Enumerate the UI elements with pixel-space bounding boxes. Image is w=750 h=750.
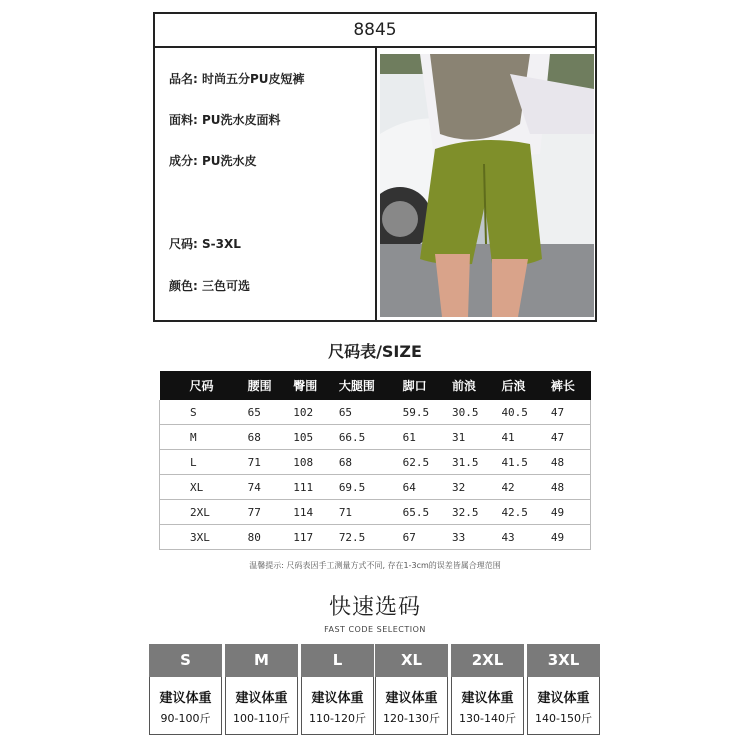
table-cell: 3XL <box>160 525 242 550</box>
weight-range: 110-120斤 <box>309 712 366 725</box>
header-hem: 脚口 <box>397 371 446 400</box>
size-table-title: 尺码表/SIZE <box>328 342 422 361</box>
suggested-weight-label: 建议体重 <box>159 691 212 706</box>
header-length: 裤长 <box>545 371 591 400</box>
table-cell: 105 <box>287 425 333 450</box>
table-cell: XL <box>160 475 242 500</box>
quick-size-label: 3XL <box>527 644 600 677</box>
table-cell: 68 <box>333 450 397 475</box>
quick-size-m <box>225 644 298 736</box>
table-cell: 31 <box>446 425 495 450</box>
quick-size-label: M <box>225 644 298 677</box>
spec-size: 尺码: S-3XL <box>169 237 241 251</box>
table-cell: 61 <box>397 425 446 450</box>
quick-size-xl <box>375 644 448 736</box>
measurement-note: 温馨提示: 尺码表因手工测量方式不同, 存在1-3cm的误差皆属合理范围 <box>249 561 501 570</box>
table-row <box>160 450 591 475</box>
header-front-rise: 前浪 <box>446 371 495 400</box>
table-cell: 111 <box>287 475 333 500</box>
spec-composition: 成分: PU洗水皮 <box>169 154 257 168</box>
spec-fabric: 面料: PU洗水皮面料 <box>169 113 281 127</box>
table-row <box>160 475 591 500</box>
header-thigh: 大腿围 <box>333 371 397 400</box>
table-cell: 67 <box>397 525 446 550</box>
spec-color: 颜色: 三色可选 <box>169 279 250 293</box>
quick-select-subtitle: FAST CODE SELECTION <box>324 625 426 634</box>
quick-size-body <box>527 677 600 735</box>
table-cell: 64 <box>397 475 446 500</box>
table-row <box>160 500 591 525</box>
table-cell: 31.5 <box>446 450 495 475</box>
table-cell: 47 <box>545 425 591 450</box>
quick-size-body <box>301 677 374 735</box>
table-cell: 69.5 <box>333 475 397 500</box>
table-cell: 32 <box>446 475 495 500</box>
table-cell: 33 <box>446 525 495 550</box>
quick-size-3xl <box>527 644 600 736</box>
divider <box>375 48 377 322</box>
suggested-weight-label: 建议体重 <box>311 691 364 706</box>
table-cell: L <box>160 450 242 475</box>
quick-size-label: XL <box>375 644 448 677</box>
header-waist: 腰围 <box>242 371 288 400</box>
table-cell: 65 <box>333 400 397 425</box>
table-cell: 43 <box>495 525 544 550</box>
table-cell: M <box>160 425 242 450</box>
table-cell: 59.5 <box>397 400 446 425</box>
table-cell: 40.5 <box>495 400 544 425</box>
table-cell: 102 <box>287 400 333 425</box>
weight-range: 90-100斤 <box>160 712 211 725</box>
table-cell: 32.5 <box>446 500 495 525</box>
table-cell: 77 <box>242 500 288 525</box>
product-info-box <box>153 12 597 322</box>
header-hip: 臀围 <box>287 371 333 400</box>
table-cell: 48 <box>545 475 591 500</box>
weight-range: 130-140斤 <box>459 712 516 725</box>
weight-range: 140-150斤 <box>535 712 592 725</box>
spec-name: 品名: 时尚五分PU皮短裤 <box>169 72 305 86</box>
quick-select-title: 快速选码 <box>328 595 421 620</box>
quick-size-body <box>375 677 448 735</box>
quick-size-label: L <box>301 644 374 677</box>
table-cell: 49 <box>545 525 591 550</box>
table-cell: 49 <box>545 500 591 525</box>
table-cell: 47 <box>545 400 591 425</box>
quick-select-grid <box>149 644 601 736</box>
table-cell: 74 <box>242 475 288 500</box>
quick-size-l <box>301 644 374 736</box>
table-row <box>160 525 591 550</box>
table-cell: 117 <box>287 525 333 550</box>
quick-size-body <box>225 677 298 735</box>
suggested-weight-label: 建议体重 <box>537 691 590 706</box>
table-cell: 114 <box>287 500 333 525</box>
quick-size-label: 2XL <box>451 644 524 677</box>
table-cell: 41.5 <box>495 450 544 475</box>
table-row <box>160 425 591 450</box>
table-cell: 42 <box>495 475 544 500</box>
table-row <box>160 400 591 425</box>
size-table <box>159 371 591 550</box>
header-size: 尺码 <box>160 371 242 400</box>
table-cell: 68 <box>242 425 288 450</box>
table-cell: 71 <box>242 450 288 475</box>
product-code: 8845 <box>155 14 595 48</box>
table-cell: 41 <box>495 425 544 450</box>
table-cell: 2XL <box>160 500 242 525</box>
quick-size-body <box>451 677 524 735</box>
quick-size-s <box>149 644 222 736</box>
product-photo <box>380 54 594 317</box>
weight-range: 100-110斤 <box>233 712 290 725</box>
header-back-rise: 后浪 <box>495 371 544 400</box>
table-cell: 65.5 <box>397 500 446 525</box>
table-cell: 65 <box>242 400 288 425</box>
suggested-weight-label: 建议体重 <box>235 691 288 706</box>
table-cell: 72.5 <box>333 525 397 550</box>
quick-size-label: S <box>149 644 222 677</box>
table-cell: 71 <box>333 500 397 525</box>
table-cell: 42.5 <box>495 500 544 525</box>
table-header-row <box>160 371 591 400</box>
table-cell: 48 <box>545 450 591 475</box>
quick-size-body <box>149 677 222 735</box>
suggested-weight-label: 建议体重 <box>385 691 438 706</box>
suggested-weight-label: 建议体重 <box>461 691 514 706</box>
weight-range: 120-130斤 <box>383 712 440 725</box>
table-cell: S <box>160 400 242 425</box>
table-cell: 80 <box>242 525 288 550</box>
table-cell: 108 <box>287 450 333 475</box>
table-cell: 30.5 <box>446 400 495 425</box>
quick-size-2xl <box>451 644 524 736</box>
table-cell: 66.5 <box>333 425 397 450</box>
table-cell: 62.5 <box>397 450 446 475</box>
